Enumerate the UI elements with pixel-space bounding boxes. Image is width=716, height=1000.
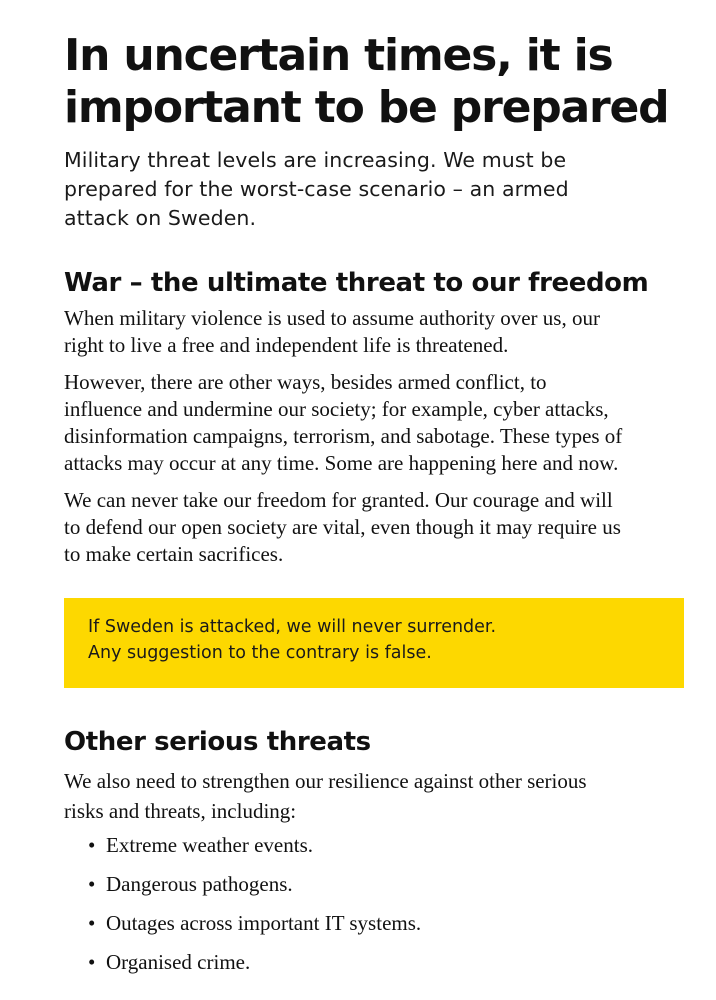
list-item bbox=[64, 871, 688, 897]
list-item bbox=[64, 949, 688, 975]
page-title-line-2: important to be prepared bbox=[64, 82, 669, 133]
war-paragraph-2 bbox=[64, 369, 674, 477]
bullet-icon: • bbox=[88, 950, 96, 974]
war-paragraph-2-line: However, there are other ways, besides armed conflict, to bbox=[64, 370, 547, 394]
war-paragraph-3-line: to make certain sacrifices. bbox=[64, 542, 284, 566]
war-paragraph-1-line: right to live a free and independent life is threatened. bbox=[64, 333, 509, 357]
war-paragraph-3-line: We can never take our freedom for granted. Our courage and will bbox=[64, 488, 613, 512]
other-threats-intro-line: risks and threats, including: bbox=[64, 799, 297, 823]
war-paragraph-3-line: to defend our open society are vital, even though it may require us bbox=[64, 515, 621, 539]
lead-line-1: Military threat levels are increasing. We must be bbox=[64, 148, 567, 172]
callout-line-1: If Sweden is attacked, we will never surrender. bbox=[88, 617, 497, 637]
other-threats-intro bbox=[64, 766, 674, 826]
war-paragraph-2-line: influence and undermine our society; for example, cyber attacks, bbox=[64, 397, 609, 421]
bullet-icon: • bbox=[88, 833, 96, 857]
callout-line-2: Any suggestion to the contrary is false. bbox=[88, 643, 432, 663]
lead-line-2: prepared for the worst-case scenario – an armed bbox=[64, 177, 569, 201]
page-title bbox=[64, 30, 688, 134]
war-paragraph-3 bbox=[64, 487, 674, 568]
list-item-text: Outages across important IT systems. bbox=[106, 911, 422, 935]
document-page bbox=[64, 30, 688, 988]
war-paragraph-2-line: disinformation campaigns, terrorism, and sabotage. These types of bbox=[64, 424, 623, 448]
page-title-line-1: In uncertain times, it is bbox=[64, 30, 613, 81]
war-section-heading: War – the ultimate threat to our freedom bbox=[64, 268, 649, 298]
threats-list bbox=[64, 832, 688, 975]
war-paragraph-1-line: When military violence is used to assume authority over us, our bbox=[64, 306, 600, 330]
list-item-text: Organised crime. bbox=[106, 950, 251, 974]
other-threats-heading: Other serious threats bbox=[64, 727, 371, 757]
list-item bbox=[64, 910, 688, 936]
bullet-icon: • bbox=[88, 911, 96, 935]
list-item-text: Extreme weather events. bbox=[106, 833, 313, 857]
war-paragraph-2-line: attacks may occur at any time. Some are happening here and now. bbox=[64, 451, 619, 475]
war-paragraph-1 bbox=[64, 305, 674, 359]
callout-box bbox=[64, 598, 684, 688]
list-item bbox=[64, 832, 688, 858]
bullet-icon: • bbox=[88, 872, 96, 896]
list-item-text: Dangerous pathogens. bbox=[106, 872, 293, 896]
lead-paragraph bbox=[64, 146, 664, 233]
other-threats-intro-line: We also need to strengthen our resilience against other serious bbox=[64, 769, 587, 793]
lead-line-3: attack on Sweden. bbox=[64, 206, 257, 230]
